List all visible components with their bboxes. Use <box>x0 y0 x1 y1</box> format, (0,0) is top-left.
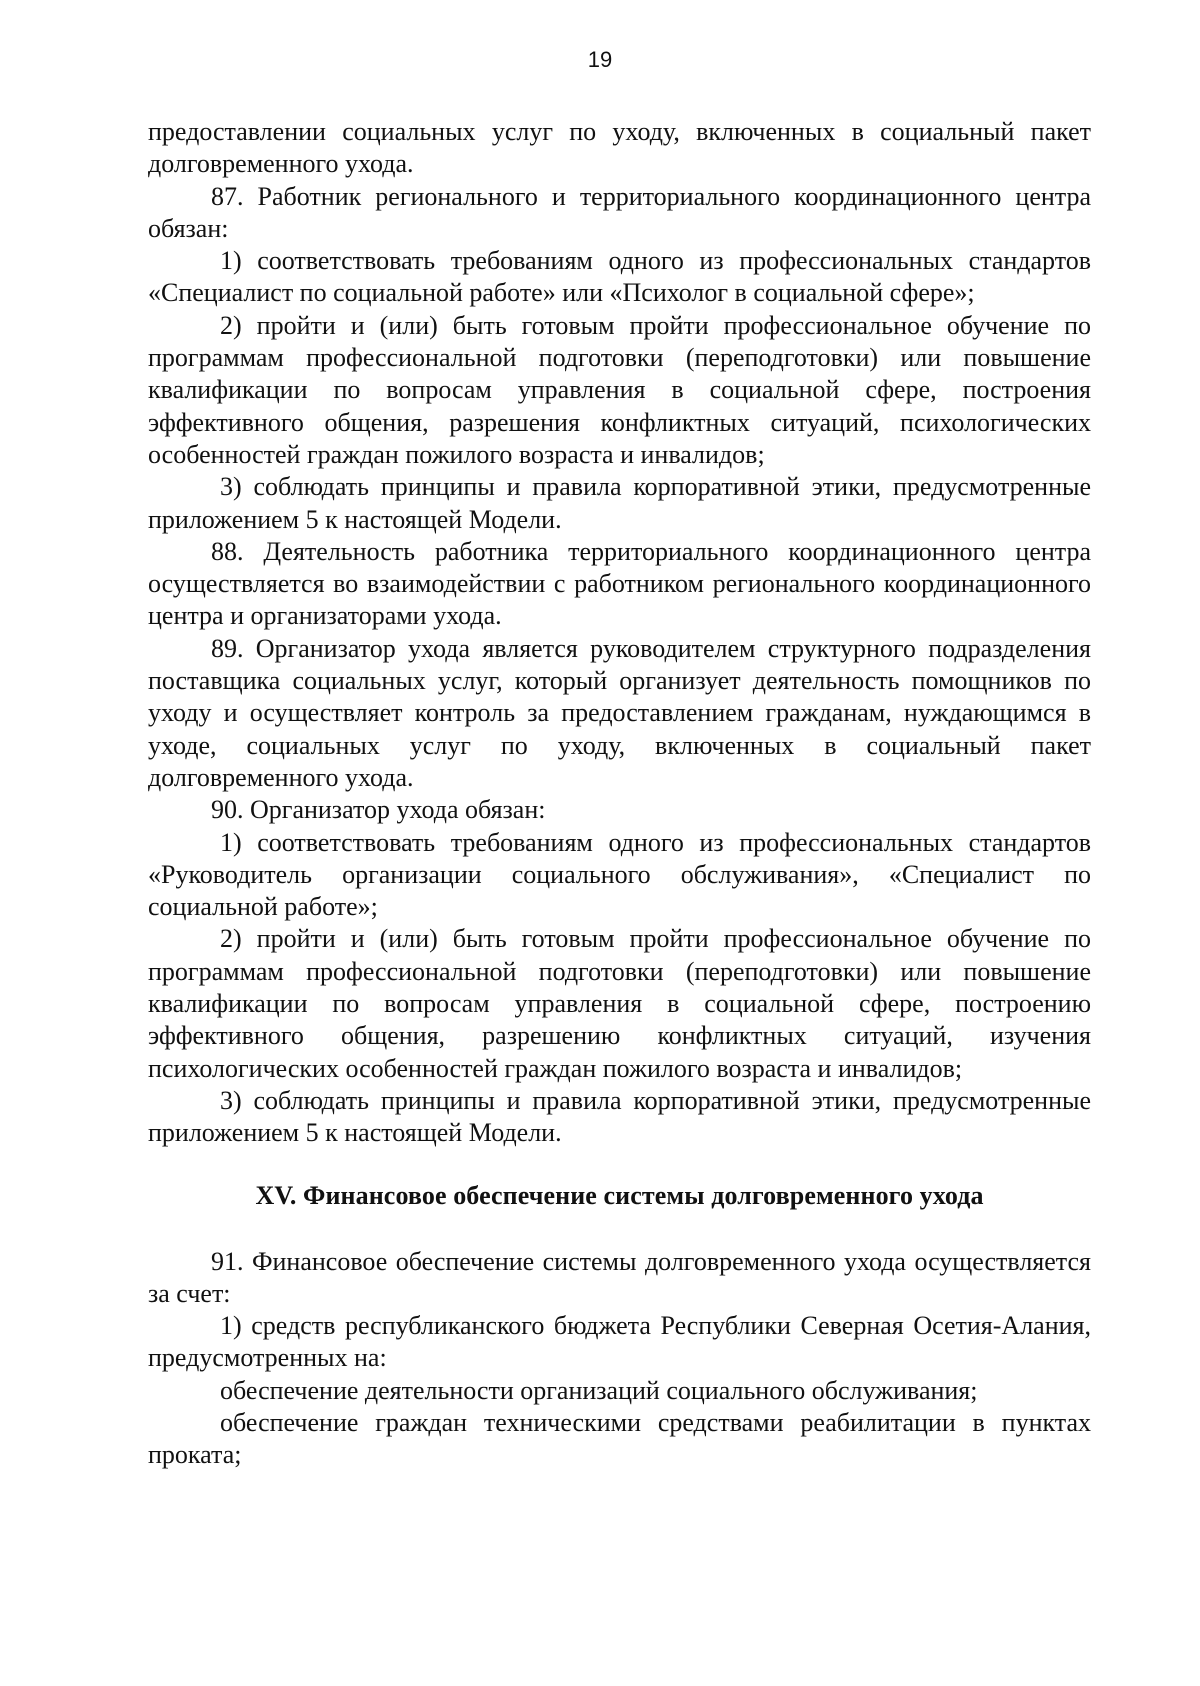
paragraph-87-item-2: 2) пройти и (или) быть готовым пройти профессиональное обучение по программам профессиональной подготовки (переподготовки) или повышение квалификации по вопросам управления в социальной сфере, построения эффективного общения, разрешения конфликтных ситуаций, психологических особенностей граждан пожилого возраста и инвалидов; <box>148 310 1091 469</box>
paragraph-87-item-3: 3) соблюдать принципы и правила корпоративной этики, предусмотренные приложением 5 к настоящей Модели. <box>148 472 1091 534</box>
document-body <box>148 116 1091 1472</box>
paragraph-91-item-1-b: обеспечение граждан техническими средствами реабилитации в пунктах проката; <box>148 1407 1091 1470</box>
paragraph-continuation: предоставлении социальных услуг по уходу, включенных в социальный пакет долговременного ухода. <box>148 117 1091 179</box>
paragraph-88: 88. Деятельность работника территориального координационного центра осуществляется во взаимодействии с работником регионального координационного центра и организаторами ухода. <box>148 536 1091 631</box>
page-number: 19 <box>587 47 613 72</box>
paragraph-87-item-1: 1) соответствовать требованиям одного из профессиональных стандартов «Специалист по социальной работе» или «Психолог в социальной сфере»; <box>148 246 1091 308</box>
paragraph-91-item-1-a: обеспечение деятельности организаций социального обслуживания; <box>220 1375 978 1405</box>
paragraph-90: 90. Организатор ухода обязан: <box>211 795 546 825</box>
paragraph-91: 91. Финансовое обеспечение системы долговременного ухода осуществляется за счет: <box>148 1246 1091 1308</box>
paragraph-90-item-1: 1) соответствовать требованиям одного из профессиональных стандартов «Руководитель организации социального обслуживания», «Специалист по социальной работе»; <box>148 827 1091 922</box>
paragraph-89: 89. Организатор ухода является руководителем структурного подразделения поставщика социальных услуг, который организует деятельность помощников по уходу и осуществляет контроль за предоставлением гражданам, нуждающимся в уходе, социальных услуг по уходу, включенных в социальный пакет долговременного ухода. <box>148 633 1091 792</box>
paragraph-91-item-1: 1) средств республиканского бюджета Республики Северная Осетия-Алания, предусмотренных на: <box>148 1311 1091 1373</box>
paragraph-90-item-2: 2) пройти и (или) быть готовым пройти профессиональное обучение по программам профессиональной подготовки (переподготовки) или повышение квалификации по вопросам управления в социальной сфере, построению эффективного общения, разрешению конфликтных ситуаций, изучения психологических особенностей граждан пожилого возраста и инвалидов; <box>148 924 1091 1083</box>
paragraph-90-item-3: 3) соблюдать принципы и правила корпоративной этики, предусмотренные приложением 5 к настоящей Модели. <box>148 1085 1091 1148</box>
paragraph-87: 87. Работник регионального и территориального координационного центра обязан: <box>148 181 1091 243</box>
section-heading: XV. Финансовое обеспечение системы долговременного ухода <box>255 1180 984 1210</box>
